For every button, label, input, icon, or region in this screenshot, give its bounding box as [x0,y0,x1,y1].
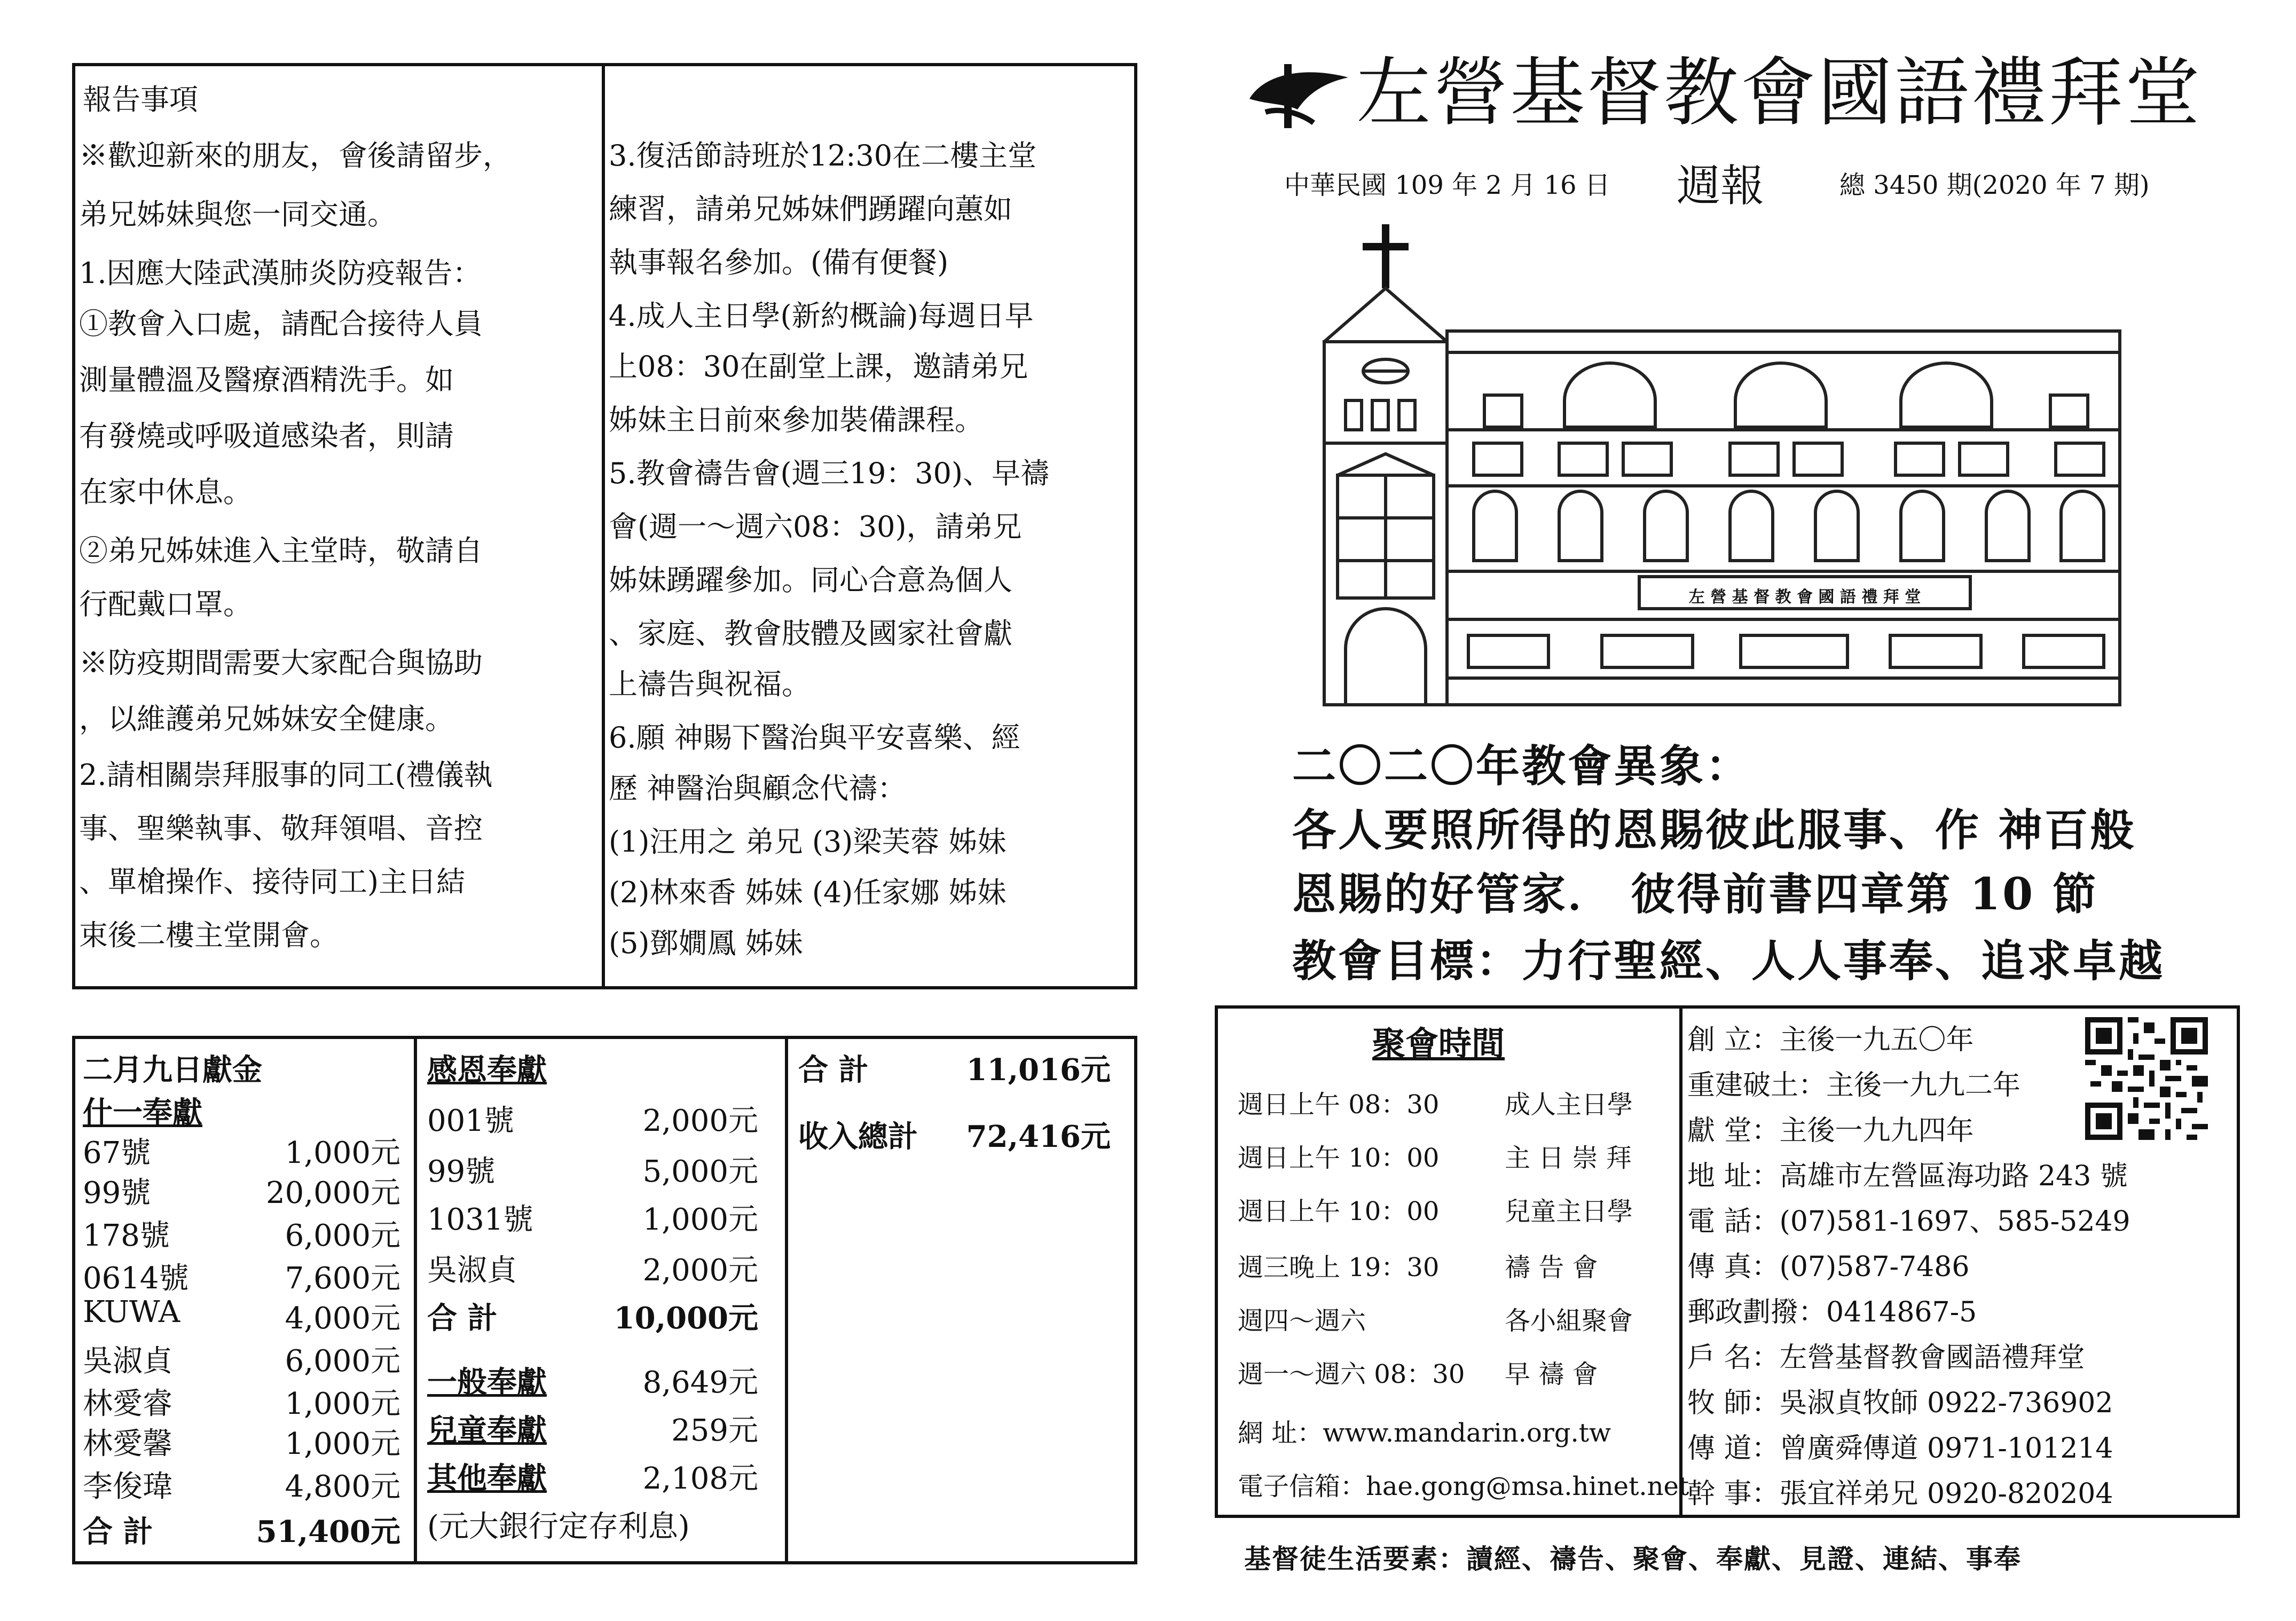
report-left-line: 事、聖樂執事、敬拜領唱、音控 [79,812,483,845]
tithe-amount: 4,000元 [285,1301,400,1336]
schedule-event: 各小組聚會 [1505,1306,1633,1336]
vision-title: 二〇二〇年教會異象： [1292,741,1752,792]
report-right-line: 歷 神醫治與顧念代禱： [609,772,907,805]
tithe-amount: 1,000元 [285,1387,400,1421]
children-amount: 259元 [671,1413,758,1448]
schedule-time: 週日上午 10：00 [1238,1143,1440,1173]
tithe-amount: 6,000元 [285,1344,400,1379]
report-left-line: 弟兄姊妹與您一同交通。 [79,198,396,231]
tithe-name: 林愛睿 [83,1387,172,1421]
email-link[interactable]: 電子信箱：hae.gong@msa.hinet.net [1238,1472,1689,1501]
tithe-name: 99號 [83,1176,151,1210]
general-amount: 8,649元 [642,1365,758,1400]
sum-label: 合 計 [798,1052,869,1088]
report-right-line: 5.教會禱告會(週三19：30)、早禱 [609,457,1050,490]
info-preacher: 傳 道：曾廣舜傳道 0971-101214 [1687,1433,2113,1465]
report-left-line: 有發燒或呼吸道感染者，則請 [79,419,454,453]
thanks-amount: 5,000元 [642,1154,758,1189]
thanks-total-label: 合 計 [427,1301,498,1336]
tithe-amount: 4,800元 [285,1469,400,1504]
tithe-amount: 1,000元 [285,1427,400,1461]
tithe-name: 李俊瑋 [83,1469,172,1504]
tithe-amount: 7,600元 [285,1261,400,1296]
report-right-line: 姊妹主日前來參加裝備課程。 [609,403,984,437]
tithe-label: 什一奉獻 [83,1095,202,1130]
general-label: 一般奉獻 [427,1365,547,1400]
offering-divider-2 [785,1039,788,1561]
schedule-time: 週三晚上 19：30 [1238,1253,1440,1282]
report-right-line: (2)林來香 姊妹 (4)任家娜 姊妹 [609,876,1007,909]
report-title: 報告事項 [83,83,198,116]
schedule-time: 週日上午 08：30 [1238,1090,1440,1120]
tithe-total-label: 合 計 [83,1514,153,1549]
report-left-line: ※歡迎新來的朋友，會後請留步， [79,139,512,172]
tithe-amount: 6,000元 [285,1218,400,1253]
schedule-event: 兒童主日學 [1505,1197,1633,1226]
report-left-line: ②弟兄姊妹進入主堂時，敬請自 [79,534,483,568]
info-fax: 傳 真：(07)587-7486 [1687,1251,1970,1283]
schedule-event: 成人主日學 [1505,1090,1633,1120]
bulletin-date: 中華民國 109 年 2 月 16 日 [1284,170,1610,200]
report-left-line: ①教會入口處，請配合接待人員 [79,307,483,341]
children-label: 兒童奉獻 [427,1413,547,1448]
info-founded: 創 立：主後一九五〇年 [1687,1024,1974,1056]
info-address: 地 址：高雄市左營區海功路 243 號 [1687,1160,2128,1192]
bulletin-label: 週報 [1677,161,1765,211]
tithe-name: 67號 [83,1136,151,1170]
report-left-line: 2.請相關崇拜服事的同工(禮儀執 [79,758,493,792]
info-secretary: 幹 事：張宜祥弟兄 0920-820204 [1687,1478,2113,1510]
qr-code-icon[interactable] [2085,1017,2208,1140]
report-right-line: 會(週一～週六08：30)，請弟兄 [609,510,1022,544]
bulletin-issue: 總 3450 期(2020 年 7 期) [1839,170,2150,200]
thanks-total: 10,000元 [614,1301,758,1336]
info-dedicated: 獻 堂：主後一九九四年 [1687,1115,1974,1147]
other-label: 其他奉獻 [427,1461,547,1496]
report-right-line: 4.成人主日學(新約概論)每週日早 [609,299,1034,333]
tithe-name: 178號 [83,1218,170,1253]
thanks-name: 吳淑貞 [427,1253,517,1288]
footer-motto: 基督徒生活要素：讀經、禱告、聚會、奉獻、見證、連結、事奉 [1244,1543,2022,1575]
offering-title: 二月九日獻金 [83,1052,262,1088]
report-divider [602,66,605,986]
report-right-line: 練習，請弟兄姊妹們踴躍向蕙如 [609,192,1012,226]
sum-amount: 11,016元 [966,1052,1111,1088]
website-link[interactable]: 網 址：www.mandarin.org.tw [1238,1418,1611,1448]
report-left-line: ※防疫期間需要大家配合與協助 [79,646,483,680]
schedule-divider [1679,1009,1682,1515]
schedule-time: 週四～週六 [1238,1306,1366,1336]
vision-verse-2: 恩賜的好管家． 彼得前書四章第 10 節 [1292,869,2098,920]
schedule-event: 早 禱 會 [1505,1359,1598,1389]
tithe-name: 0614號 [83,1261,189,1296]
thanks-amount: 2,000元 [642,1253,758,1288]
info-rebuild: 重建破土：主後一九九二年 [1687,1069,2021,1101]
report-right-line: 執事報名參加。(備有便餐) [609,246,949,279]
tithe-amount: 1,000元 [285,1136,400,1170]
report-left-line: 1.因應大陸武漢肺炎防疫報告： [79,256,482,290]
schedule-event: 主 日 崇 拜 [1505,1143,1632,1173]
info-phone: 電 話：(07)581-1697、585-5249 [1687,1206,2130,1238]
report-left-line: 束後二樓主堂開會。 [79,918,339,952]
report-right-line: (5)鄧嫺鳳 姊妹 [609,926,803,960]
report-right-line: (1)汪用之 弟兄 (3)梁芙蓉 姊妹 [609,825,1007,859]
other-amount: 2,108元 [642,1461,758,1496]
thanks-name: 1031號 [427,1202,533,1237]
thanks-name: 001號 [427,1104,514,1138]
schedule-title: 聚會時間 [1372,1024,1505,1063]
thanks-amount: 1,000元 [642,1202,758,1237]
tithe-total: 51,400元 [256,1514,400,1549]
tithe-name: 林愛馨 [83,1427,172,1461]
report-right-line: 上禱告與祝福。 [609,667,811,701]
report-left-line: 行配戴口罩。 [79,587,252,621]
income-amount: 72,416元 [966,1119,1111,1154]
income-label: 收入總計 [798,1119,918,1154]
report-right-line: 6.願 神賜下醫治與平安喜樂、經 [609,721,1020,754]
info-pastor: 牧 師：吳淑貞牧師 0922-736902 [1687,1387,2113,1419]
church-goal: 教會目標：力行聖經、人人事奉、追求卓越 [1292,935,2165,987]
tithe-amount: 20,000元 [266,1176,400,1210]
report-left-line: 在家中休息。 [79,475,252,509]
church-logo [1244,61,1351,131]
info-account-name: 戶 名：左營基督教會國語禮拜堂 [1687,1342,2085,1374]
thanks-name: 99號 [427,1154,496,1189]
offering-divider-1 [414,1039,417,1561]
tithe-name: 吳淑貞 [83,1344,172,1379]
report-left-line: 測量體溫及醫療酒精洗手。如 [79,363,454,397]
tithe-name: KUWA [83,1295,180,1329]
info-postal-account: 郵政劃撥：0414867-5 [1687,1296,1977,1328]
schedule-time: 週日上午 10：00 [1238,1197,1440,1226]
thanks-amount: 2,000元 [642,1104,758,1138]
thanks-label: 感恩奉獻 [427,1052,547,1088]
report-left-line: 、單槍操作、接待同工)主日結 [79,865,466,899]
schedule-event: 禱 告 會 [1505,1253,1598,1282]
report-right-line: 3.復活節詩班於12:30在二樓主堂 [609,139,1037,172]
report-left-line: ，以維護弟兄姊妹安全健康。 [79,702,454,736]
vision-verse-1: 各人要照所得的恩賜彼此服事、作 神百般 [1292,805,2136,856]
report-right-line: 上08：30在副堂上課，邀請弟兄 [609,350,1028,383]
church-building-illustration [1314,219,2136,710]
report-right-line: 、家庭、教會肢體及國家社會獻 [609,617,1012,650]
other-note: (元大銀行定存利息) [427,1509,690,1544]
report-right-line: 姊妹踴躍參加。同心合意為個人 [609,563,1012,597]
church-name: 左營基督教會國語禮拜堂 [1356,50,2203,137]
building-sign-text: 左 營 基 督 教 會 國 語 禮 拜 堂 [1688,588,1921,607]
schedule-time: 週一～週六 08：30 [1238,1359,1465,1389]
